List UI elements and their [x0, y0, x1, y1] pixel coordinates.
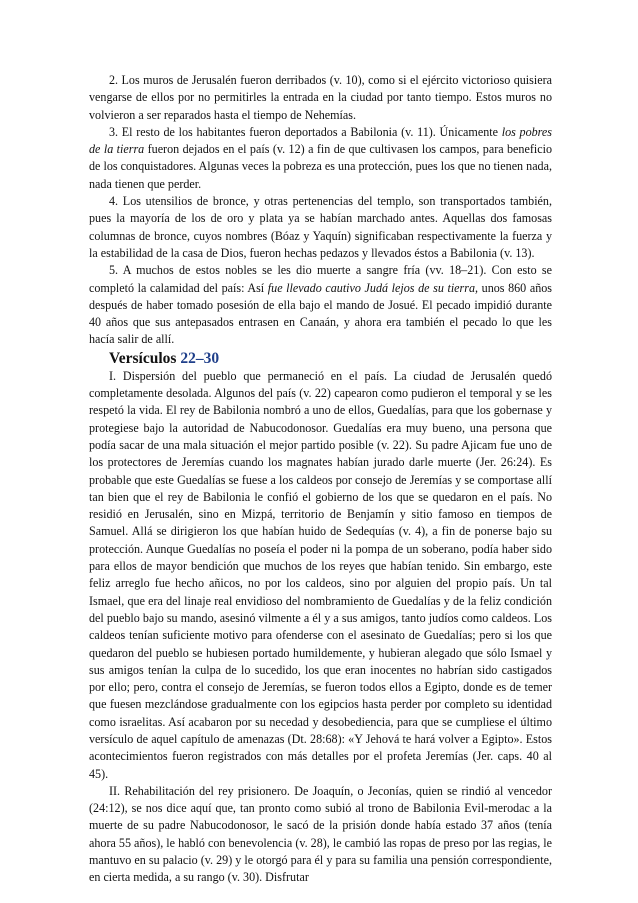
paragraph-deportation [89, 124, 552, 193]
paragraph-nobles-italic: fue llevado cautivo Judá lejos de su tierra, [267, 280, 479, 295]
document-page [89, 72, 552, 887]
paragraph-deportation-italic: los pobres de la tierra [89, 124, 553, 157]
paragraph-nobles [89, 262, 552, 348]
paragraph-rehabilitation: II. Rehabilitación del rey prisionero. De Joaquín, o Jeconías, quien se rindió al vencedor (24:12), se nos dice aquí que, tan pronto como subió al trono de Babilonia Evil-merodac a la muerte de su padre Nabucodonosor, le sacó de la prisión donde había estado 37 años (tenía ahora 55 años), le habló con benevolencia (v. 28), le cambió las ropas de preso por las regias, le mantuvo en su palacio (v. 29) y le otorgó para él y para su familia una pensión correspondiente, en cierta medida, a su rango (v. 30). Disfrutar [89, 783, 552, 885]
paragraph-dispersion: I. Dispersión del pueblo que permaneció en el país. La ciudad de Jerusalén quedó completamente desolada. Algunos del país (v. 22) capearon como pudieron el temporal y se les respetó la vida. El rey de Babilonia nombró a uno de ellos, Guedalías, para que los gobernase y protegiese bajo la autoridad de Nabucodonosor. Guedalías era muy bueno, una persona que podía sacar de una mala situación el mejor partido posible (v. 22). Su padre Ajicam fue uno de los protectores de Jeremías cuando los magnates habían jurado darle muerte (Jer. 26:24). Es probable que este Guedalías se fuese a los caldeos por consejo de Jeremías y se comportase allí tan bien que el rey de Babilonia le confió el gobierno de los que se quedaron en el país. No residió en Jerusalén, sino en Mizpá, territorio de Benjamín y sitio famoso en tiempos de Samuel. Allá se dirigieron los que habían huido de Sedequías (v. 4), a fin de ponerse bajo su protección. Aunque Guedalías no poseía el poder ni la pompa de un soberano, podía haber sido para ellos de mayor bendición que muchos de los reyes que habían tenido. Sin embargo, este feliz arreglo fue hecho añicos, no por los caldeos, sino por alguien del propio país. Un tal Ismael, que era del linaje real envidioso del nombramiento de Guedalías y de la feliz condición del pueblo bajo su mando, asesinó vilmente a él y a sus amigos, tanto judíos como caldeos. Los caldeos tenían suficiente motivo para ofenderse con el asesinato de Guedalías; pero si los que quedaron del pueblo se hubiesen portado humildemente, y hubieran alegado que sólo Ismael y sus amigos tenían la culpa de lo sucedido, los que eran inocentes no habrían sido castigados por ello; pero, contra el consejo de Jeremías, se fueron todos ellos a Egipto, donde es de temer que fuesen mezclándose gradualmente con los egipcios hasta perder por completo su identidad como israelitas. Así acabaron por su necedad y desobediencia, para que se cumpliese el último versículo de aquel capítulo de amenazas (Dt. 28:68): «Y Jehová te hará volver a Egipto». Estos acontecimientos fueron registrados con más detalles por el profeta Jeremías (Jer. caps. 40 al 45). [89, 368, 552, 781]
paragraph-walls: 2. Los muros de Jerusalén fueron derribados (v. 10), como si el ejército victorioso quisiera vengarse de ellos por no permitirles la entrada en la ciudad por tanto tiempo. Estos muros no volvieron a ser reparados hasta el tiempo de Nehemías. [89, 73, 552, 122]
paragraph-nobles-text: 5. A muchos de estos nobles se les dio muerte a sangre fría (vv. 18–21). Con esto se completó la calamidad del país: Así [89, 263, 552, 295]
paragraph-deportation-text-end: fueron dejados en el país (v. 12) a fin de que cultivasen los campos, para beneficio de los conquistadores. Algunas veces la pobreza es una protección, pues los que no tienen nada, nada tienen que perder. [89, 142, 552, 191]
section-heading-label: Versículos [109, 349, 181, 367]
section-heading [89, 349, 552, 368]
paragraph-nobles-text-end: unos 860 años después de haber tomado posesión de ella bajo el mando de Josué. El pecado impidió durante 40 años que sus antepasados entrasen en Canaán, y ahora era también el pecado lo que les hacía salir de allí. [89, 280, 553, 347]
section-heading-reference: 22–30 [180, 349, 220, 367]
paragraph-deportation-text: 3. El resto de los habitantes fueron deportados a Babilonia (v. 11). Únicamente [109, 124, 502, 139]
paragraph-utensils: 4. Los utensilios de bronce, y otras pertenencias del templo, son transportados también, pues la mayoría de los de oro y plata ya se habían marchado antes. Aquellas dos famosas columnas de bronce, cuyos nombres (Bóaz y Yaquín) significaban respectivamente la fuerza y la estabilidad de la casa de Dios, fueron hechas pedazos y llevados éstos a Babilonia (v. 13). [89, 194, 552, 260]
